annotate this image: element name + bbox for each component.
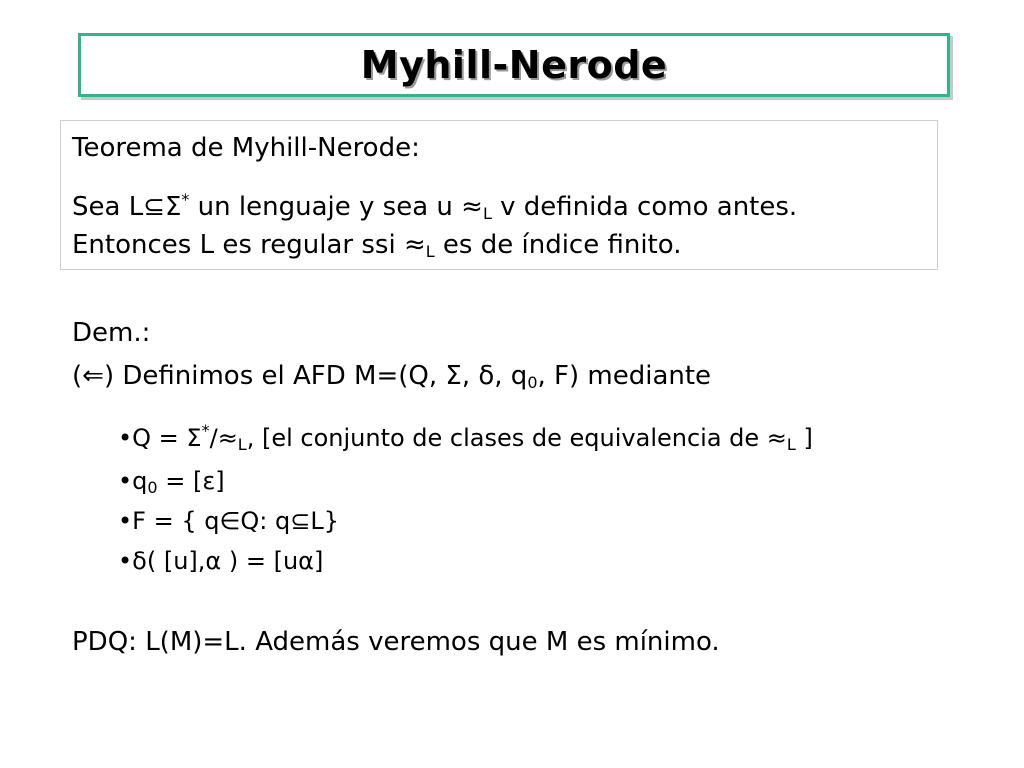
subscript: L xyxy=(425,242,435,261)
delta-symbol: δ xyxy=(478,361,495,391)
text: Entonces L es regular ssi xyxy=(72,230,404,260)
theorem-line-1 xyxy=(72,192,797,222)
approx-symbol: ≈ xyxy=(766,424,787,452)
element-of-symbol: ∈ xyxy=(219,507,241,535)
text: Sea L xyxy=(72,192,144,222)
text: / xyxy=(209,424,218,452)
slide-title: Myhill-Nerode xyxy=(360,43,668,87)
text: ( [u], xyxy=(146,547,206,575)
list-item xyxy=(118,466,225,496)
proof-heading: Dem.: xyxy=(72,318,151,348)
kleene-star: * xyxy=(201,421,210,440)
subscript: 0 xyxy=(527,373,538,392)
list-item xyxy=(118,423,813,453)
epsilon-symbol: ε xyxy=(202,467,216,495)
theorem-heading: Teorema de Myhill-Nerode: xyxy=(72,133,420,163)
text: , q xyxy=(494,361,528,391)
alpha-symbol: α xyxy=(298,547,314,575)
subscript: L xyxy=(786,435,796,454)
text: Q: q xyxy=(240,507,291,535)
text: •q xyxy=(118,467,148,495)
delta-symbol: δ xyxy=(132,547,147,575)
text: ) Definimos el AFD M=(Q, xyxy=(103,361,446,391)
proof-intro xyxy=(72,361,711,391)
sigma-symbol: Σ xyxy=(186,424,202,452)
subscript: L xyxy=(237,435,247,454)
left-arrow-symbol: ⇐ xyxy=(82,361,104,391)
subscript: L xyxy=(482,204,492,223)
text: ] xyxy=(215,467,225,495)
text: L} xyxy=(310,507,339,535)
approx-symbol: ≈ xyxy=(461,192,483,222)
text: un lenguaje y sea u xyxy=(189,192,462,222)
list-item xyxy=(118,506,339,536)
text: , [el conjunto de clases de equivalencia de xyxy=(246,424,767,452)
kleene-star: * xyxy=(181,190,190,209)
subscript: 0 xyxy=(147,478,158,497)
approx-symbol: ≈ xyxy=(217,424,238,452)
approx-symbol: ≈ xyxy=(403,230,426,260)
text: • xyxy=(118,547,133,575)
alpha-symbol: α xyxy=(205,547,222,575)
text: ] xyxy=(795,424,813,452)
subset-symbol: ⊆ xyxy=(143,192,165,222)
text: , xyxy=(461,361,479,391)
text: ] xyxy=(314,547,324,575)
text: v definida como antes. xyxy=(491,192,798,222)
proof-conclusion: PDQ: L(M)=L. Además veremos que M es mínimo. xyxy=(72,627,720,657)
text: = [ xyxy=(157,467,203,495)
subset-symbol: ⊆ xyxy=(290,507,311,535)
theorem-line-2 xyxy=(72,230,681,260)
sigma-symbol: Σ xyxy=(164,192,182,222)
text: •F = { q xyxy=(118,507,220,535)
list-item xyxy=(118,546,323,576)
sigma-symbol: Σ xyxy=(445,361,462,391)
text: ) = [u xyxy=(221,547,299,575)
title-box xyxy=(78,33,950,97)
text: ( xyxy=(72,361,83,391)
text: , F) mediante xyxy=(537,361,712,391)
text: •Q = xyxy=(118,424,187,452)
text: es de índice finito. xyxy=(434,230,682,260)
